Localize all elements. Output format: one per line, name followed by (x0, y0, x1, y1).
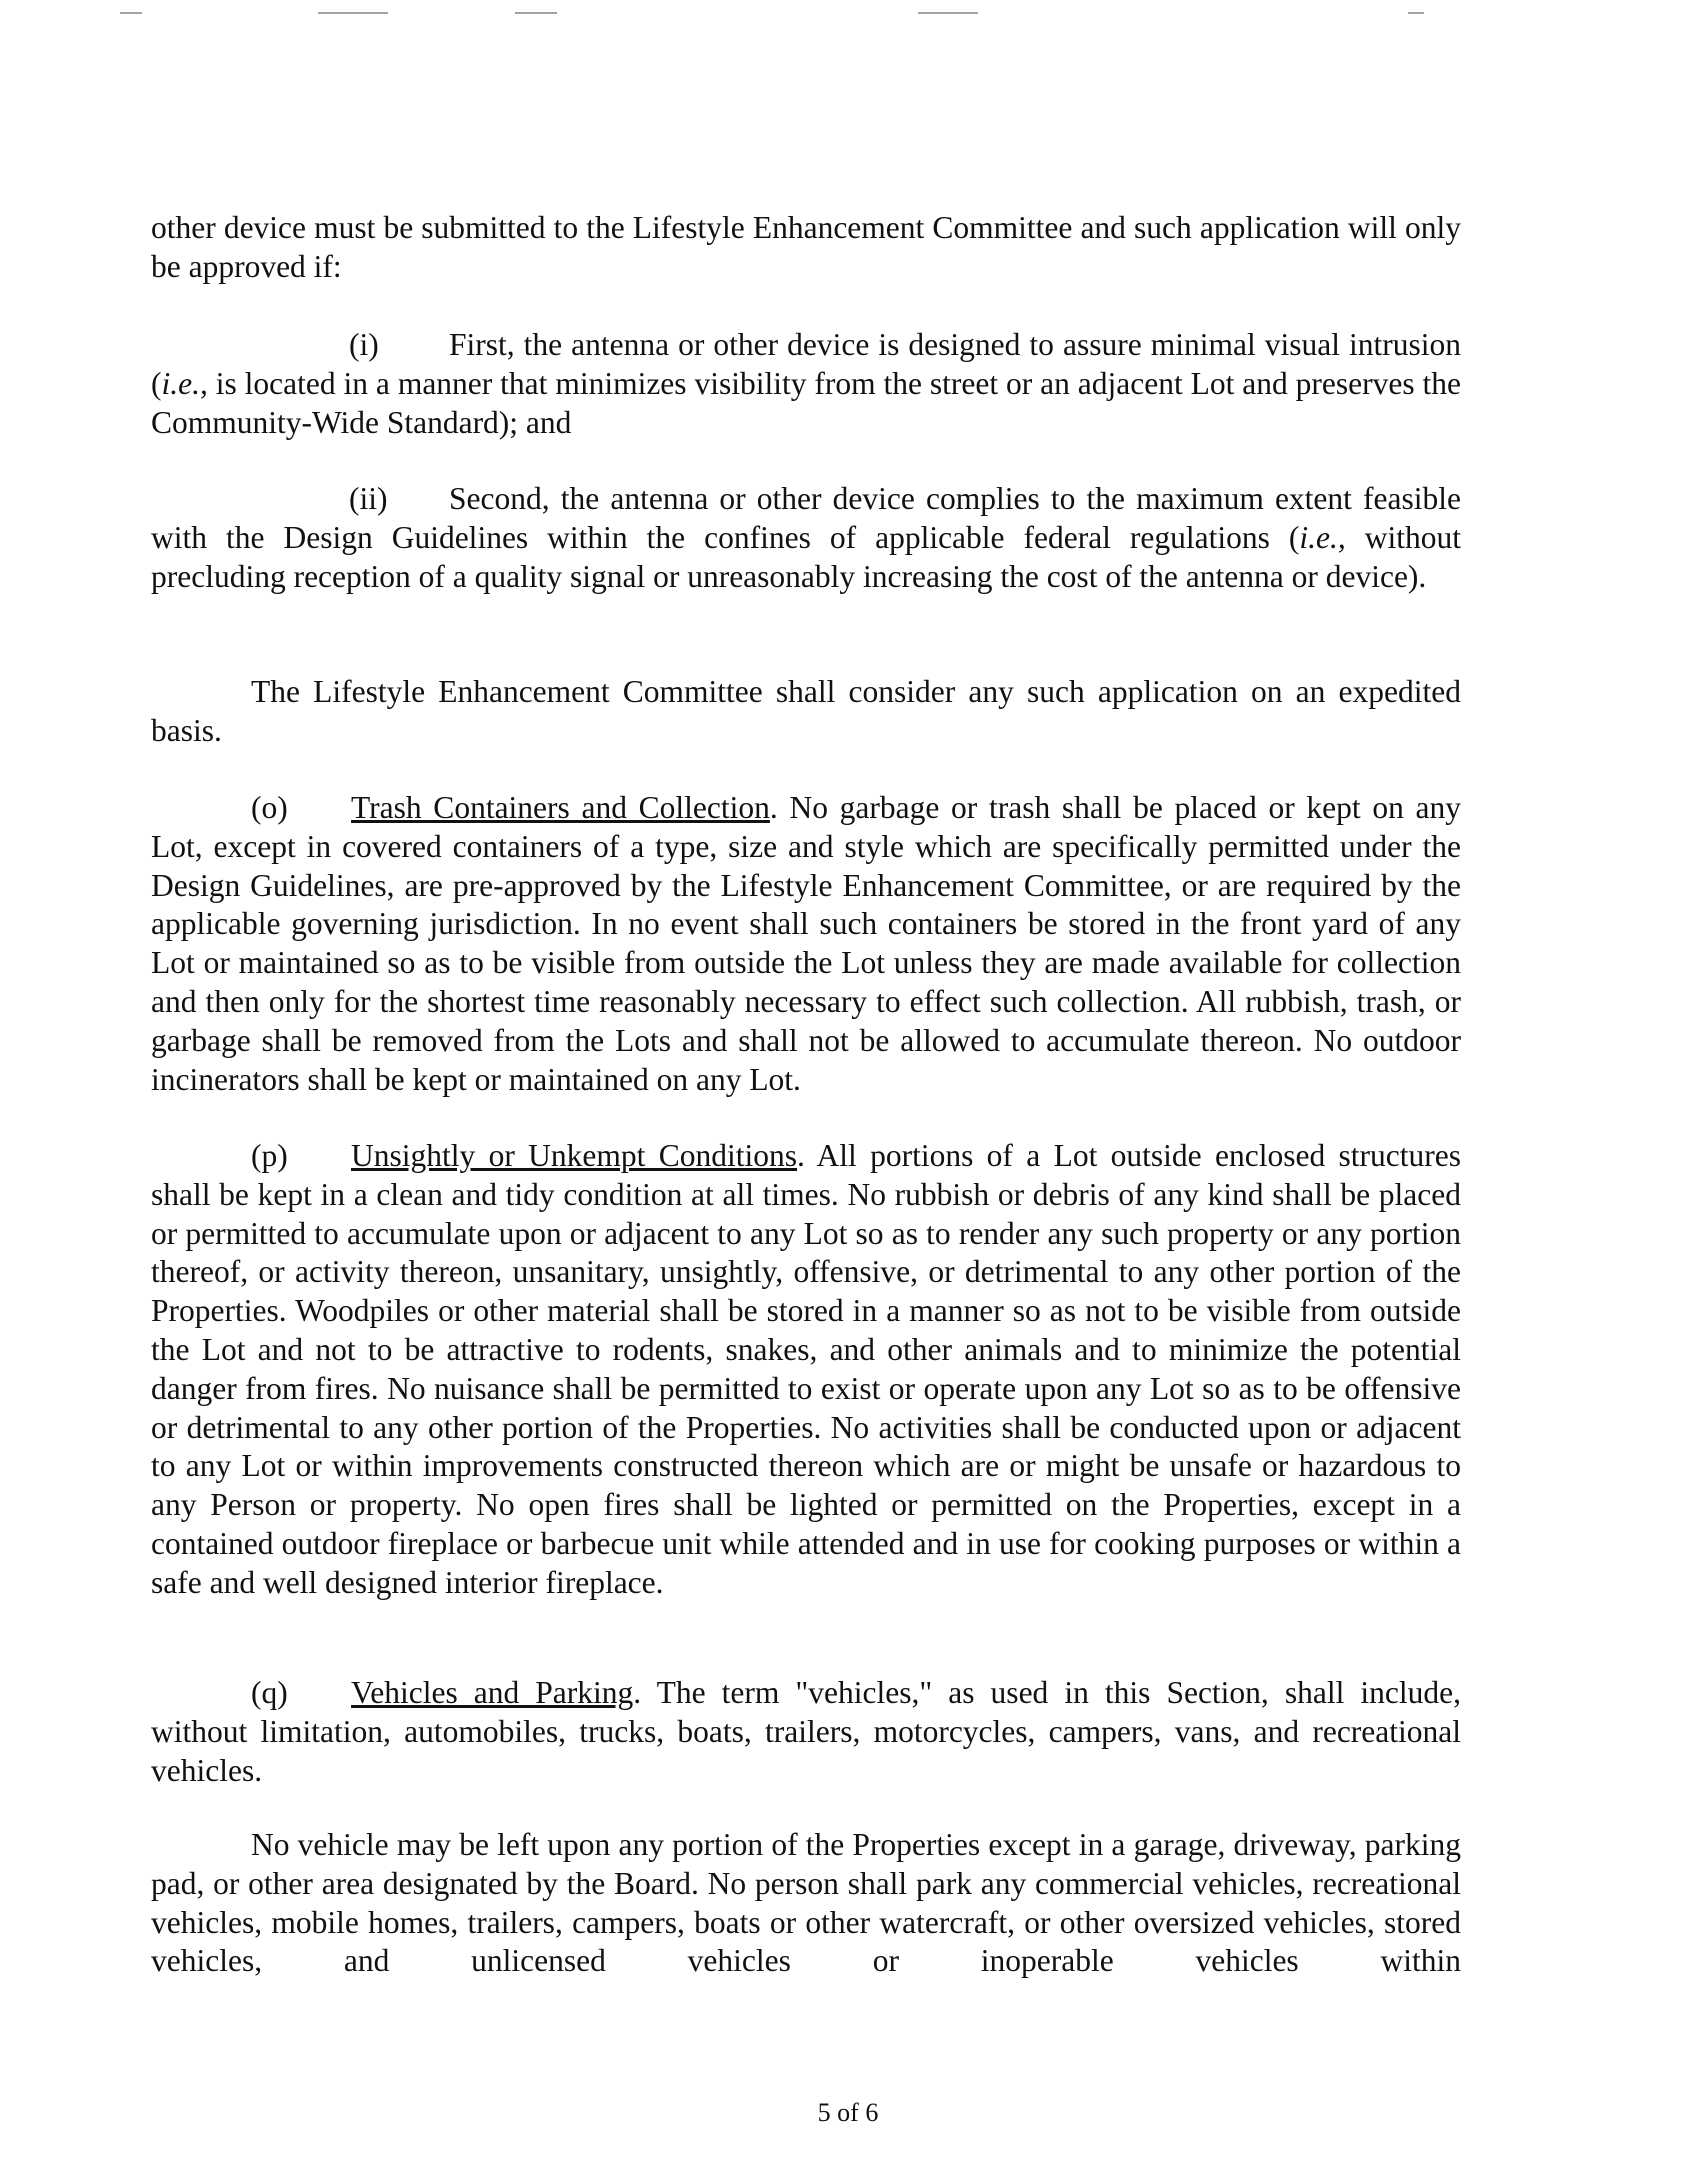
paragraph-text: without precluding reception of a quality signal or unreasonably increasing the cost of the antenna or device). (151, 519, 1461, 594)
paragraph-i (151, 326, 1461, 442)
paragraph-text: . All portions of a Lot outside enclosed structures shall be kept in a clean and tidy condition at all times. No rubbish or debris of any kind shall be placed or permitted to accumulate upon or adjacent to any Lot so as to render any such property or any portion thereof, or activity thereon, unsanitary, unsightly, offensive, or detrimental to any other portion of the Properties. Woodpiles or other material shall be stored in a manner so as not to be visible from outside the Lot and not to be attractive to rodents, snakes, and other animals and to minimize the potential danger from fires. No nuisance shall be permitted to exist or operate upon any Lot so as to be offensive or detrimental to any other portion of the Properties. No activities shall be conducted upon or adjacent to any Lot or within improvements constructed thereon which are or might be unsafe or hazardous to any Person or property. No open fires shall be lighted or permitted on the Properties, except in a contained outdoor fireplace or barbecue unit while attended and in use for cooking purposes or within a safe and well designed interior fireplace. (151, 1138, 1461, 1600)
paragraph-ii (151, 480, 1461, 596)
scan-mark (515, 12, 557, 14)
paragraph-p-unsightly (151, 1137, 1461, 1603)
italic-term: i.e., (161, 365, 208, 401)
scan-mark (318, 12, 388, 14)
paragraph-text: First, the antenna or other device is designed to assure minimal visual intrusion ( (151, 327, 1461, 401)
scan-mark (1408, 12, 1424, 14)
paragraph-q-vehicles (151, 1674, 1461, 1790)
section-heading: Vehicles and Parking (351, 1675, 634, 1710)
enum-number: (i) (349, 327, 379, 362)
enum-number: (q) (251, 1675, 288, 1710)
page-number: 5 of 6 (817, 2098, 879, 2127)
paragraph-text: is located in a manner that minimizes visibility from the street or an adjacent Lot and preserves the Community-Wide Standard); and (151, 365, 1461, 440)
section-heading: Unsightly or Unkempt Conditions (351, 1138, 798, 1173)
paragraph-o-trash (151, 789, 1461, 1099)
paragraph-parking: No vehicle may be left upon any portion of the Properties except in a garage, driveway, parking pad, or other area designated by the Board. No person shall park any commercial vehicles, recreational vehicles, mobile homes, trailers, campers, boats or other watercraft, or other oversized vehicles, stored vehicles, and unlicensed vehicles or inoperable vehicles within (151, 1827, 1461, 1979)
scan-mark (918, 12, 978, 14)
paragraph-expedited: The Lifestyle Enhancement Committee shall consider any such application on an expedited basis. (151, 674, 1461, 748)
paragraph-text: . No garbage or trash shall be placed or kept on any Lot, except in covered containers of a type, size and style which are specifically permitted under the Design Guidelines, are pre-approved by the Lifestyle Enhancement Committee, or are required by the applicable governing jurisdiction. In no event shall such containers be stored in the front yard of any Lot or maintained so as to be visible from outside the Lot unless they are made available for collection and then only for the shortest time reasonably necessary to effect such collection. All rubbish, trash, or garbage shall be removed from the Lots and shall not be allowed to accumulate thereon. No outdoor incinerators shall be kept or maintained on any Lot. (151, 790, 1461, 1097)
italic-term: i.e., (1299, 519, 1346, 555)
section-heading: Trash Containers and Collection (351, 790, 770, 825)
scan-mark (120, 12, 142, 14)
enum-number: (p) (251, 1138, 288, 1173)
paragraph-intro: other device must be submitted to the Lifestyle Enhancement Committee and such application will only be approved if: (151, 210, 1461, 284)
paragraph-text: Second, the antenna or other device complies to the maximum extent feasible with the Design Guidelines within the confines of applicable federal regulations ( (151, 481, 1461, 555)
paragraph-text: . The term "vehicles," as used in this Section, shall include, without limitation, automobiles, trucks, boats, trailers, motorcycles, campers, vans, and recreational vehicles. (151, 1675, 1461, 1788)
enum-number: (o) (251, 790, 288, 825)
enum-number: (ii) (349, 481, 388, 516)
